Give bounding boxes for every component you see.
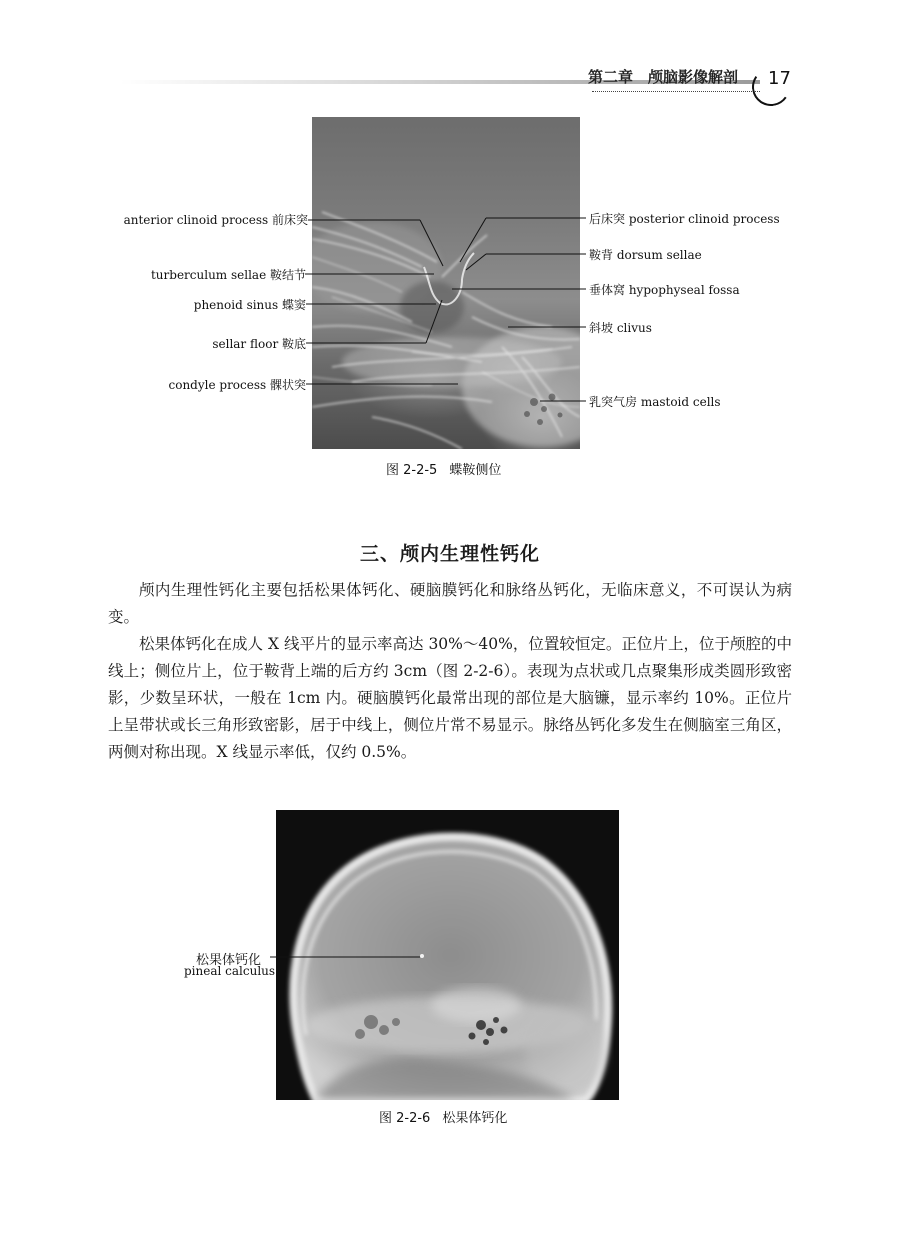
label-sellar-floor: sellar floor 鞍底 [212,337,306,351]
chapter-title: 第二章 颅脑影像解剖 [588,68,739,86]
label-mastoid-cells: 乳突气房 mastoid cells [589,395,721,409]
label-anterior-clinoid-process: anterior clinoid process 前床突 [123,213,308,227]
figure2-caption-number: 图 2-2-6 [379,1111,431,1126]
label-sphenoid-sinus: phenoid sinus 蝶窦 [193,298,306,312]
paragraph-2: 松果体钙化在成人 X 线平片的显示率高达 30%～40%，位置较恒定。正位片上，位于颅腔的中线上；侧位片上，位于鞍背上端的后方约 3cm（图 2-2-6）。表现为点状或几点聚集形成类圆形致密影，少数呈环状，一般在 1cm 内。硬脑膜钙化最常出现的部位是大脑镰，显示率约 10%。正位片上呈带状或长三角形致密影，居于中线上，侧位片常不易显示。脉络丛钙化多发生在侧脑室三角区，两侧对称出现。X 线显示率低，仅约 0.5%。 [108,635,792,761]
section-heading: 三、颅内生理性钙化 [359,543,540,565]
page-number: 17 [768,68,791,89]
label-dorsum-sellae: 鞍背 dorsum sellae [589,248,702,262]
figure2-caption-title: 松果体钙化 [442,1111,508,1126]
label-hypophyseal-fossa: 垂体窝 hypophyseal fossa [589,283,740,297]
label-condyle-process: condyle process 髁状突 [168,378,306,392]
figure1-leader-lines [0,0,900,470]
paragraph-1: 颅内生理性钙化主要包括松果体钙化、硬脑膜钙化和脉络丛钙化，无临床意义，不可误认为病变。 [108,581,792,626]
skull-xray-drawing [276,810,619,1100]
figure1-caption-number: 图 2-2-5 [386,463,438,478]
skull-lateral-xray-image [276,810,619,1100]
figure1-caption-title: 蝶鞍侧位 [449,463,502,478]
label-clivus: 斜坡 clivus [589,321,652,335]
figure1-caption [386,459,501,478]
label-tuberculum-sellae: turberculum sellae 鞍结节 [150,268,306,282]
label-pineal-calculus-en: pineal calculus [184,964,276,978]
label-pineal-calculus-zh: 松果体钙化 [196,953,262,968]
label-posterior-clinoid-process: 后床突 posterior clinoid process [589,212,780,226]
figure2-caption [379,1107,507,1126]
